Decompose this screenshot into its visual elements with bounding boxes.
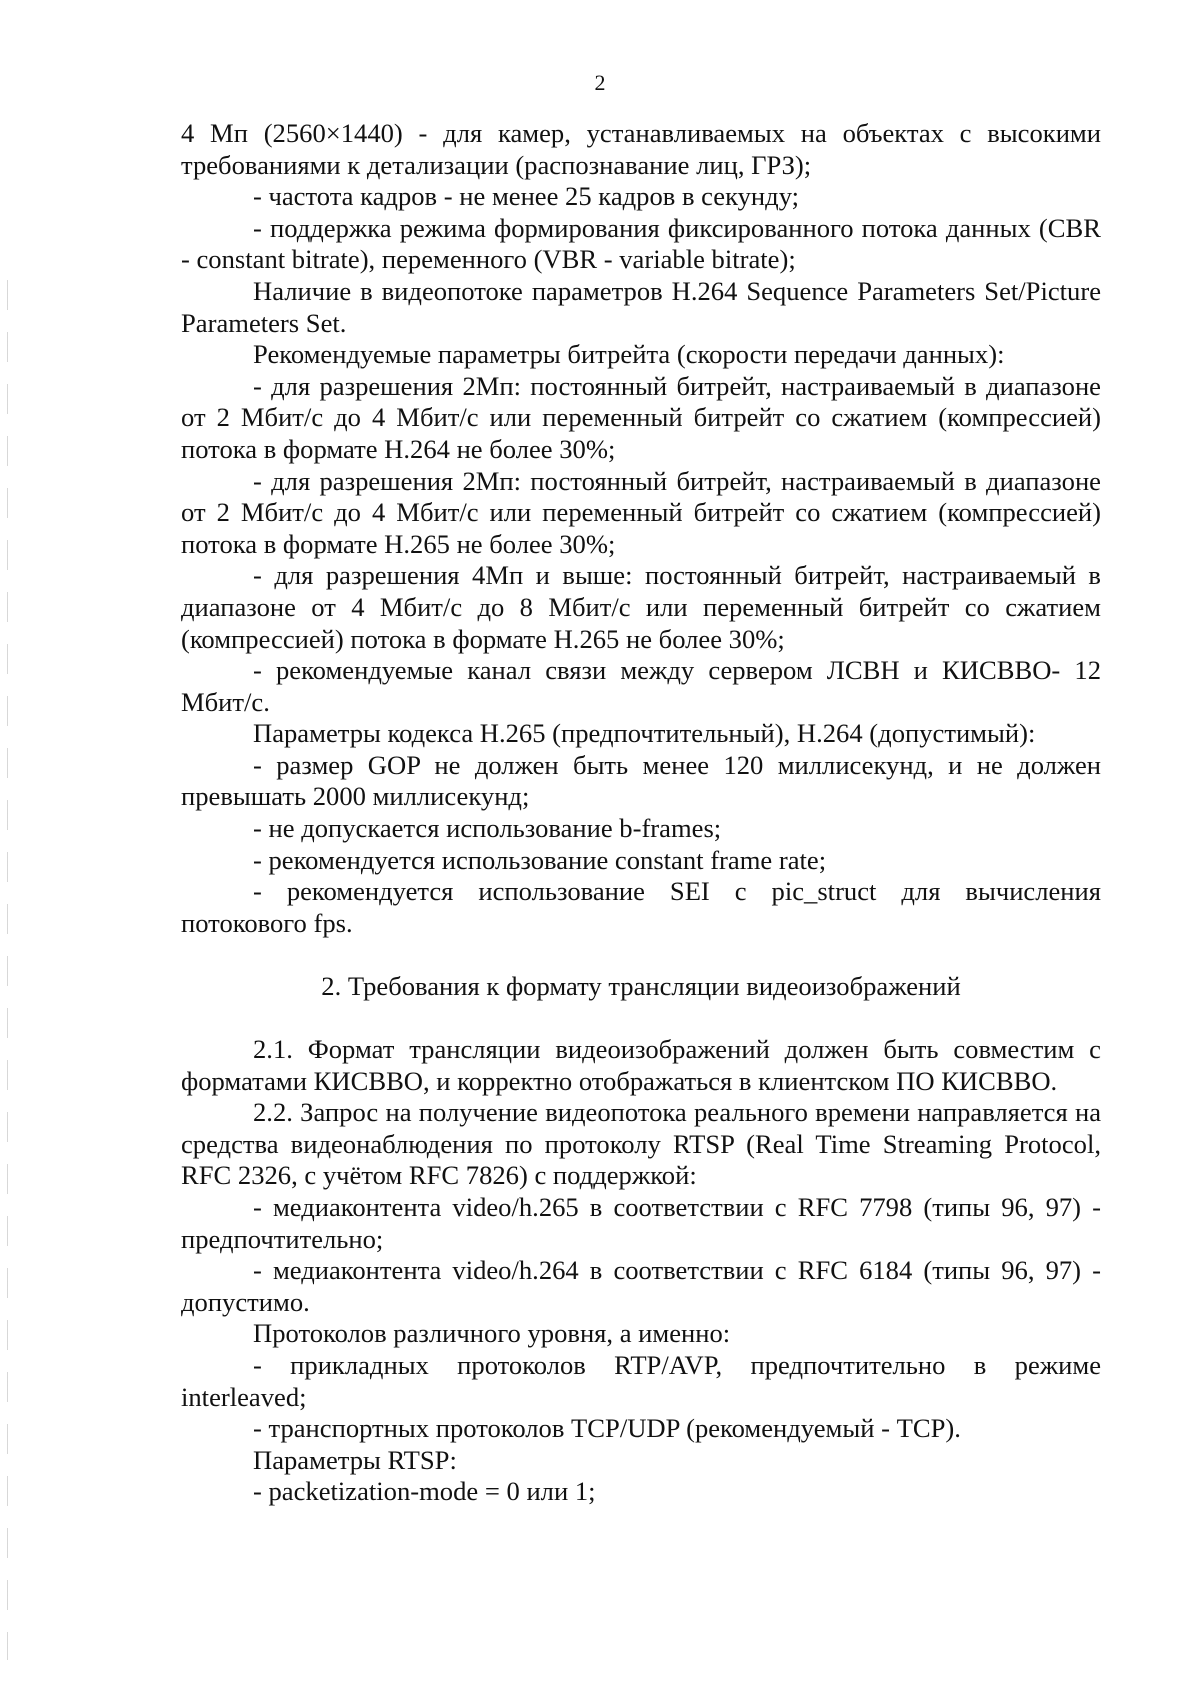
document-body (181, 118, 1101, 1508)
list-item: - для разрешения 4Мп и выше: постоянный битрейт, настраиваемый в диапазоне от 4 Мбит/с до 8 Мбит/с или переменный битрейт со сжатием (компрессией) потока в формате H.265 не более 30%; (181, 560, 1101, 654)
paragraph: 2.2. Запрос на получение видеопотока реального времени направляется на средства видеонаблюдения по протоколу RTSP (Real Time Streaming Protocol, RFC 2326, с учётом RFC 7826) с поддержкой: (181, 1097, 1101, 1191)
list-item: - для разрешения 2Мп: постоянный битрейт, настраиваемый в диапазоне от 2 Мбит/с до 4 Мбит/с или переменный битрейт со сжатием (компрессией) потока в формате H.264 не более 30%; (181, 370, 1101, 464)
list-item: - частота кадров - не менее 25 кадров в секунду; (253, 181, 800, 212)
paragraph: Параметры RTSP: (253, 1444, 457, 1475)
list-item: - рекомендуется использование constant frame rate; (253, 844, 827, 875)
list-item: - прикладных протоколов RTP/AVP, предпочтительно в режиме interleaved; (181, 1349, 1101, 1412)
scan-edge-mark (7, 280, 8, 1660)
list-item: - поддержка режима формирования фиксированного потока данных (CBR - constant bitrate), переменного (VBR - variable bitrate); (181, 212, 1101, 275)
list-item: - packetization-mode = 0 или 1; (253, 1476, 596, 1507)
page-number: 2 (594, 70, 606, 95)
paragraph: 4 Мп (2560×1440) - для камер, устанавливаемых на объектах с высокими требованиями к детализации (распознавание лиц, ГРЗ); (181, 118, 1101, 180)
list-item: - для разрешения 2Мп: постоянный битрейт, настраиваемый в диапазоне от 2 Мбит/с до 4 Мбит/с или переменный битрейт со сжатием (компрессией) потока в формате H.265 не более 30%; (181, 465, 1101, 559)
paragraph: Параметры кодекса H.265 (предпочтительный), H.264 (допустимый): (253, 718, 1036, 749)
list-item: - не допускается использование b-frames; (253, 813, 722, 844)
section-heading: 2. Требования к формату трансляции видеоизображений (321, 971, 961, 1002)
list-item: - рекомендуемые канал связи между сервером ЛСВН и КИСВВО- 12 Мбит/с. (181, 655, 1101, 717)
list-item: - медиаконтента video/h.265 в соответствии с RFC 7798 (типы 96, 97) - предпочтительно; (181, 1192, 1101, 1254)
paragraph: 2.1. Формат трансляции видеоизображений должен быть совместим с форматами КИСВВО, и корректно отображаться в клиентском ПО КИСВВО. (181, 1034, 1101, 1096)
list-item: - транспортных протоколов TCP/UDP (рекомендуемый - TCP). (253, 1413, 961, 1444)
paragraph: Рекомендуемые параметры битрейта (скорости передачи данных): (253, 339, 1005, 370)
list-item: - размер GOP не должен быть менее 120 миллисекунд, и не должен превышать 2000 миллисекунд; (181, 749, 1101, 812)
paragraph: Наличие в видеопотоке параметров H.264 Sequence Parameters Set/Picture Parameters Set. (181, 275, 1101, 338)
list-item: - медиаконтента video/h.264 в соответствии с RFC 6184 (типы 96, 97) - допустимо. (181, 1255, 1101, 1317)
paragraph: Протоколов различного уровня, а именно: (253, 1318, 731, 1349)
list-item: - рекомендуется использование SEI с pic_struct для вычисления потокового fps. (181, 876, 1101, 938)
